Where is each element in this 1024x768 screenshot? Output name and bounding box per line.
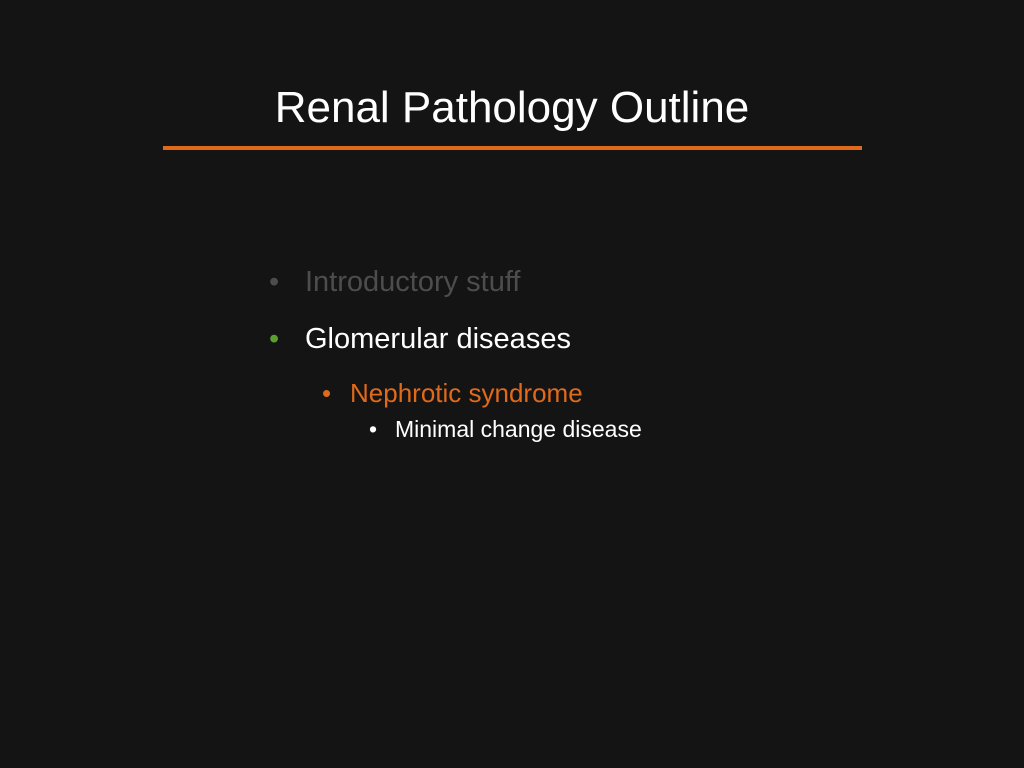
outline-item-label: Minimal change disease	[395, 416, 642, 442]
outline-item-glomerular-diseases	[269, 321, 571, 357]
outline-item-introductory-stuff	[269, 264, 521, 300]
bullet-icon: •	[322, 378, 332, 408]
outline-item-minimal-change-disease	[369, 415, 642, 443]
outline-item-nephrotic-syndrome	[322, 377, 583, 409]
outline-item-label: Glomerular diseases	[305, 323, 571, 355]
slide-title: Renal Pathology Outline	[274, 83, 750, 132]
bullet-icon: •	[369, 416, 378, 442]
bullet-icon: •	[269, 323, 280, 355]
bullet-icon: •	[269, 266, 280, 298]
outline-item-label: Introductory stuff	[305, 266, 521, 298]
outline-item-label: Nephrotic syndrome	[350, 378, 583, 408]
